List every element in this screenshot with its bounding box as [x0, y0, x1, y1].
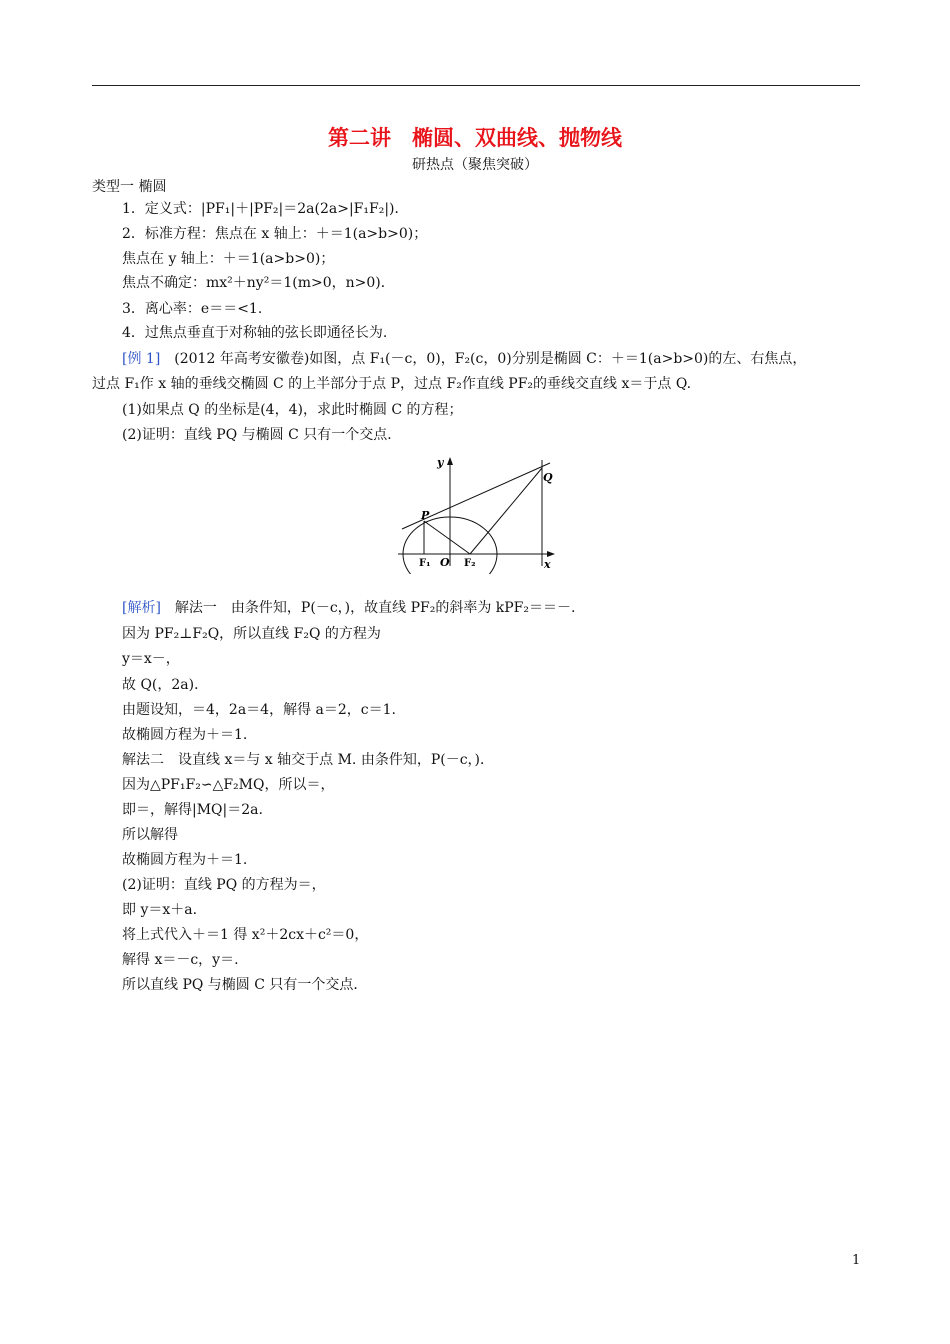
page-title: 第二讲 椭圆、双曲线、抛物线 [328, 126, 622, 150]
point-4: 4．过焦点垂直于对称轴的弦长即通径长为. [122, 325, 388, 341]
solution-text-5: 故椭圆方程为＋＝1. [122, 727, 248, 743]
solution-tag: [解析] [122, 600, 161, 616]
solution-text-10: 故椭圆方程为＋＝1. [122, 852, 248, 868]
solution-text-1: 因为 PF₂⊥F₂Q，所以直线 F₂Q 的方程为 [122, 626, 381, 642]
example-line-2: 过点 F₁作 x 轴的垂线交椭圆 C 的上半部分于点 P，过点 F₂作直线 PF₂的垂线交直线 x＝于点 Q. [92, 376, 692, 392]
question-1: (1)如果点 Q 的坐标是(4，4)，求此时椭圆 C 的方程； [122, 402, 463, 418]
label-o: O [440, 556, 450, 569]
point-2: 2．标准方程：焦点在 x 轴上：＋＝1(a>b>0)； [122, 226, 428, 242]
solution-text-9: 所以解得 [122, 827, 178, 843]
solution-text-3: 故 Q(，2a)． [122, 677, 209, 693]
label-q: Q [543, 471, 553, 484]
y-label: y [437, 456, 444, 469]
point-2c: 焦点不确定：mx²＋ny²＝1(m>0，n>0)． [122, 275, 395, 291]
solution-text-4: 由题设知，＝4，2a＝4，解得 a＝2，c＝1. [122, 702, 396, 718]
y-axis-arrow [447, 457, 453, 465]
solution-text-8: 即＝，解得|MQ|＝2a. [122, 802, 263, 818]
solution-line-1 [122, 599, 575, 617]
solution-text-6: 解法二 设直线 x＝与 x 轴交于点 M. 由条件知，P(－c，)． [122, 752, 495, 768]
ellipse-figure [392, 454, 558, 574]
point-2b: 焦点在 y 轴上：＋＝1(a>b>0)； [122, 251, 335, 267]
question-2: (2)证明：直线 PQ 与椭圆 C 只有一个交点． [122, 427, 402, 443]
section-heading: 类型一 椭圆 [92, 179, 167, 195]
header-rule [92, 85, 860, 86]
example-line-1 [122, 350, 806, 368]
point-3: 3．离心率：e＝＝<1. [122, 301, 263, 317]
x-axis-arrow [547, 551, 555, 557]
solution-text-14: 解得 x＝－c，y＝. [122, 952, 239, 968]
page-number: 1 [852, 1253, 861, 1268]
label-p: P [421, 509, 430, 522]
x-label: x [544, 558, 551, 571]
solution-text-15: 所以直线 PQ 与椭圆 C 只有一个交点． [122, 977, 368, 993]
solution-text-2: y＝x－， [122, 651, 180, 667]
solution-text-7: 因为△PF₁F₂∽△F₂MQ，所以＝， [122, 777, 335, 793]
solution-text-13: 将上式代入＋＝1 得 x²＋2cx＋c²＝0， [122, 927, 369, 943]
page-subtitle: 研热点（聚焦突破） [412, 157, 538, 173]
solution-text-12: 即 y＝x＋a. [122, 902, 198, 918]
solution-text-11: (2)证明：直线 PQ 的方程为＝， [122, 877, 326, 893]
point-1: 1．定义式：|PF₁|＋|PF₂|＝2a(2a>|F₁F₂|)． [122, 201, 409, 217]
example-tag: [例 1] [122, 351, 161, 367]
segment-f2q [470, 468, 542, 554]
label-f1: F₁ [419, 558, 431, 569]
segment-pf2 [424, 521, 470, 554]
solution-text-0: 解法一 由条件知，P(－c，)，故直线 PF₂的斜率为 kPF₂＝＝－. [160, 600, 576, 616]
label-f2: F₂ [464, 558, 476, 569]
example-text-1: (2012 年高考安徽卷)如图，点 F₁(－c，0)，F₂(c，0)分别是椭圆 C：＋＝1(a>b>0)的左、右焦点， [160, 351, 807, 367]
